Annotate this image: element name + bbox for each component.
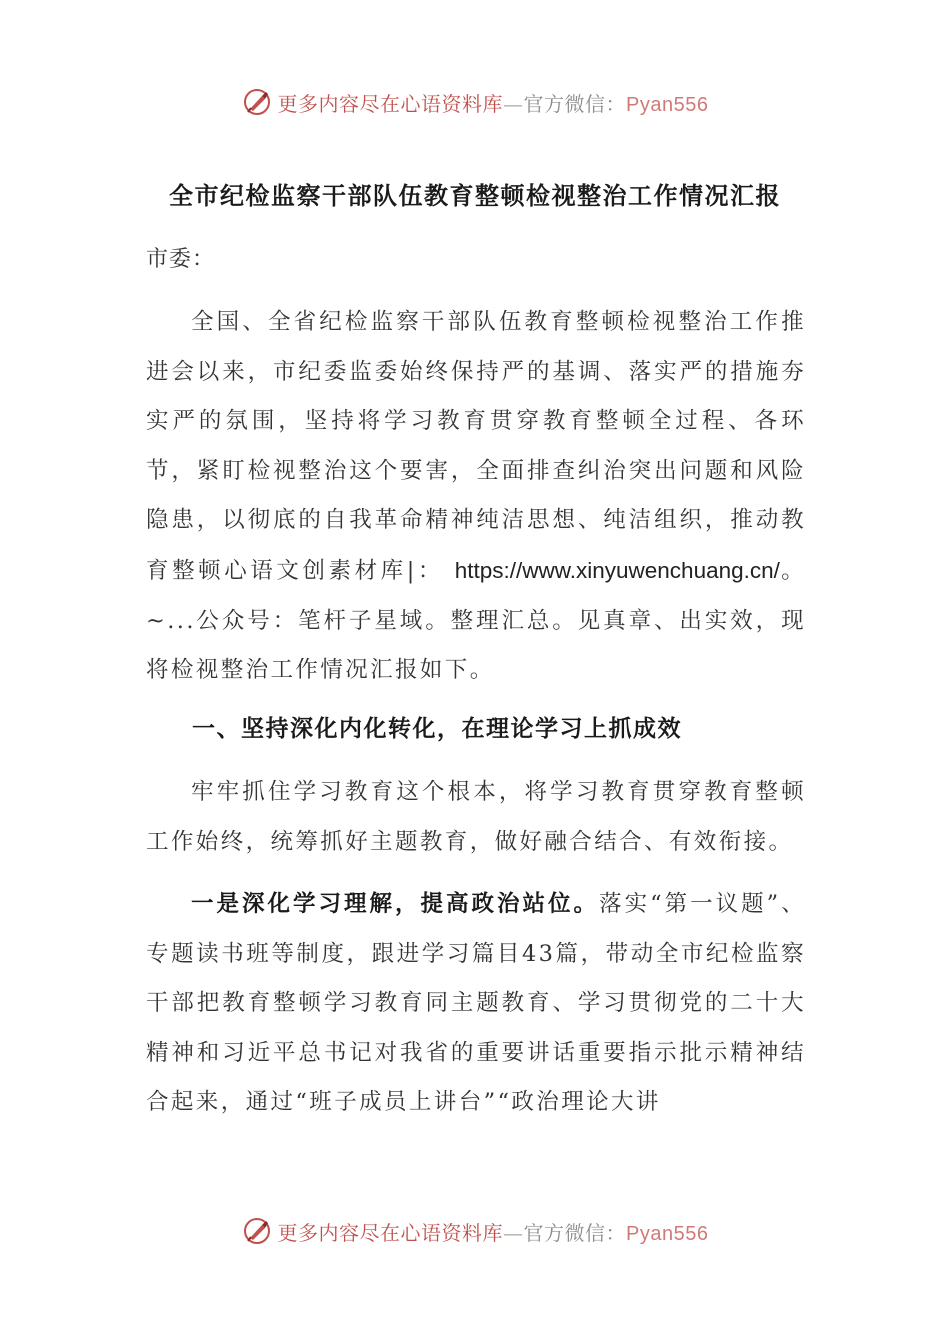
quill-pen-logo-icon bbox=[242, 87, 272, 117]
para1-text-b: 。~...公众号：笔杆子星域。整理汇总。见真章、出实效，现将检视整治工作情况汇报如下。 bbox=[146, 557, 806, 684]
section-heading-1: 一、坚持深化内化转化，在理论学习上抓成效 bbox=[192, 715, 682, 742]
banner-wechat-id: Pyan556 bbox=[626, 93, 709, 116]
banner-text bbox=[278, 1217, 709, 1246]
banner-wechat-label: 官方微信： bbox=[523, 1220, 627, 1245]
para3-body: 落实“第一议题”、专题读书班等制度，跟进学习篇目43篇，带动全市纪检监察干部把教育整顿学习教育同主题教育、学习贯彻党的二十大精神和习近平总书记对我省的重要讲话重要指示批示精神结合起来，通过“班子成员上讲台”“政治理论大讲 bbox=[146, 891, 806, 1116]
para1-url-text: https://www.xinyuwenchuang.cn/ bbox=[454, 557, 780, 583]
body-paragraph-1 bbox=[146, 298, 806, 696]
salutation: 市委： bbox=[146, 247, 216, 272]
banner-dash: — bbox=[503, 91, 524, 116]
body-paragraph-2: 牢牢抓住学习教育这个根本，将学习教育贯穿教育整顿工作始终，统筹抓好主题教育，做好融合结合、有效衔接。 bbox=[146, 779, 806, 855]
banner-text bbox=[278, 88, 709, 117]
banner-wechat-id: Pyan556 bbox=[626, 1222, 709, 1245]
banner-wechat-label: 官方微信： bbox=[523, 91, 627, 116]
banner-main-text: 更多内容尽在心语资料库 bbox=[277, 1220, 504, 1245]
document-title: 全市纪检监察干部队伍教育整顿检视整治工作情况汇报 bbox=[169, 181, 781, 210]
para3-lead: 一是深化学习理解，提高政治站位。 bbox=[191, 891, 600, 917]
banner-dash: — bbox=[503, 1220, 524, 1245]
quill-pen-logo-icon bbox=[242, 1216, 272, 1246]
header-banner bbox=[0, 82, 950, 122]
para1-text-a: 全国、全省纪检监察干部队伍教育整顿检视整治工作推进会以来，市纪委监委始终保持严的基调、落实严的措施夯实严的氛围，坚持将学习教育贯穿教育整顿全过程、各环节，紧盯检视整治这个要害，全面排查纠治突出问题和风险隐患，以彻底的自我革命精神纯洁思想、纯洁组织，推动教育整顿心语文创素材库|： bbox=[146, 309, 806, 584]
body-paragraph-3 bbox=[146, 880, 806, 1128]
banner-main-text: 更多内容尽在心语资料库 bbox=[277, 91, 504, 116]
footer-banner bbox=[0, 1211, 950, 1251]
